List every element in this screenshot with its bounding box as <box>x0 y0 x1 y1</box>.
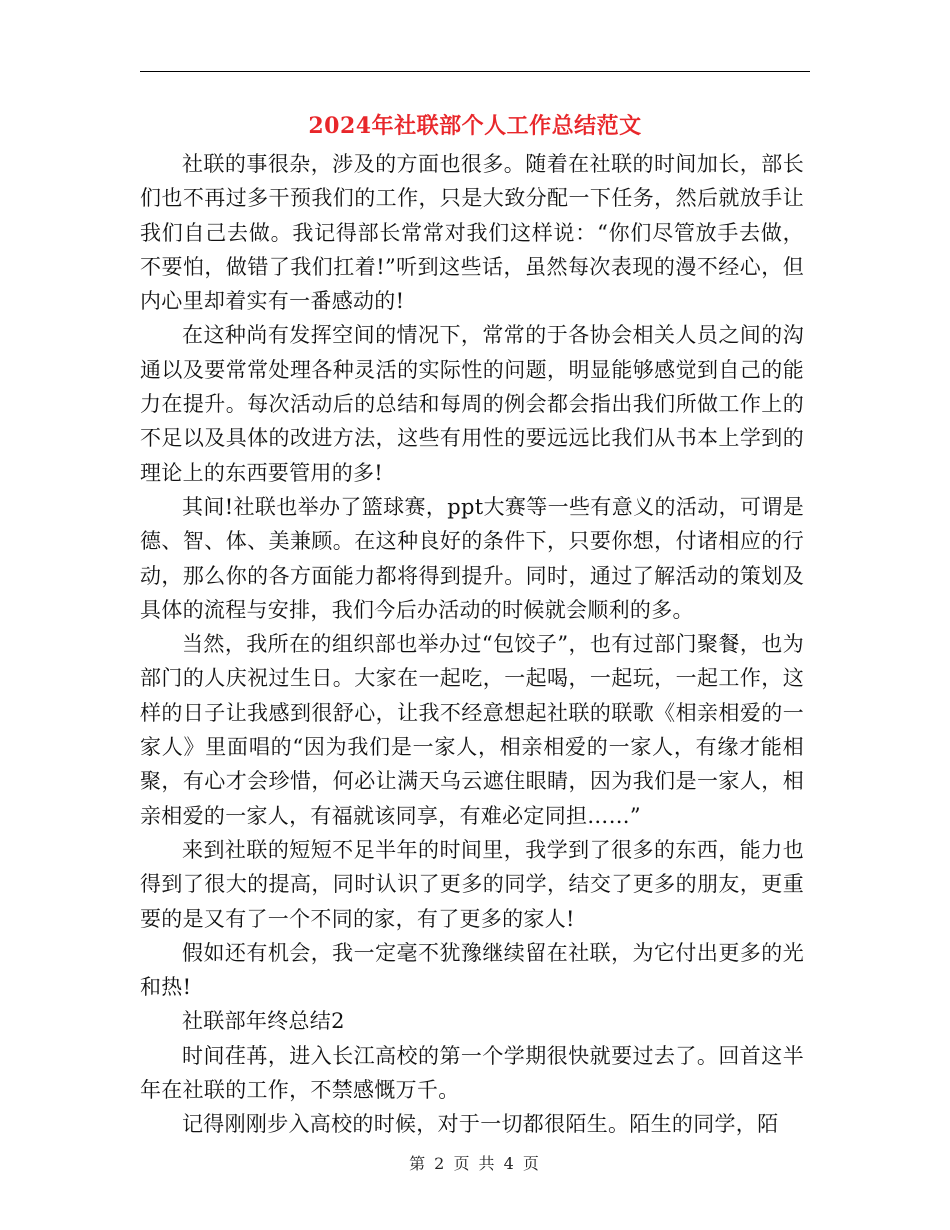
paragraph-1: 社联的事很杂，涉及的方面也很多。随着在社联的时间加长，部长们也不再过多干预我们的工作，只是大致分配一下任务，然后就放手让我们自己去做。我记得部长常常对我们这样说：“你们尽管放手去做，不要怕，做错了我们扛着!”听到这些话，虽然每次表现的漫不经心，但内心里却着实有一番感动的! <box>140 152 804 314</box>
paragraph-8: 记得刚刚步入高校的时候，对于一切都很陌生。陌生的同学，陌 <box>182 1112 779 1137</box>
paragraph-5: 来到社联的短短不足半年的时间里，我学到了很多的东西，能力也得到了很大的提高，同时认识了更多的同学，结交了更多的朋友，更重要的是又有了一个不同的家，有了更多的家人! <box>140 837 804 931</box>
paragraph-4: 当然，我所在的组织部也举办过“包饺子”，也有过部门聚餐，也为部门的人庆祝过生日。大家在一起吃，一起喝，一起玩，一起工作，这样的日子让我感到很舒心，让我不经意想起社联的联歌《相亲相爱的一家人》里面唱的“因为我们是一家人，相亲相爱的一家人，有缘才能相聚，有心才会珍惜，何必让满天乌云遮住眼睛，因为我们是一家人，相亲相爱的一家人，有福就该同享，有难必定同担……” <box>140 632 804 828</box>
paragraph-2: 在这种尚有发挥空间的情况下，常常的于各协会相关人员之间的沟通以及要常常处理各种灵活的实际性的问题，明显能够感觉到自己的能力在提升。每次活动后的总结和每周的例会都会指出我们所做工作上的不足以及具体的改进方法，这些有用性的要远远比我们从书本上学到的理论上的东西要管用的多! <box>140 323 804 485</box>
page-number-footer: 第 2 页 共 4 页 <box>409 1154 541 1173</box>
paragraph-7: 时间荏苒，进入长江高校的第一个学期很快就要过去了。回首这半年在社联的工作，不禁感慨万千。 <box>140 1043 804 1103</box>
section-heading: 社联部年终总结2 <box>182 1009 345 1034</box>
document-body <box>140 147 804 1142</box>
paragraph-3: 其间!社联也举办了篮球赛，ppt大赛等一些有意义的活动，可谓是德、智、体、美兼顾。在这种良好的条件下，只要你想，付诸相应的行动，那么你的各方面能力都将得到提升。同时，通过了解活动的策划及具体的流程与安排，我们今后办活动的时候就会顺利的多。 <box>140 494 804 622</box>
paragraph-6: 假如还有机会，我一定毫不犹豫继续留在社联，为它付出更多的光和热! <box>140 940 804 1000</box>
document-title: 2024年社联部个人工作总结范文 <box>308 113 642 139</box>
header-rule <box>140 71 810 72</box>
